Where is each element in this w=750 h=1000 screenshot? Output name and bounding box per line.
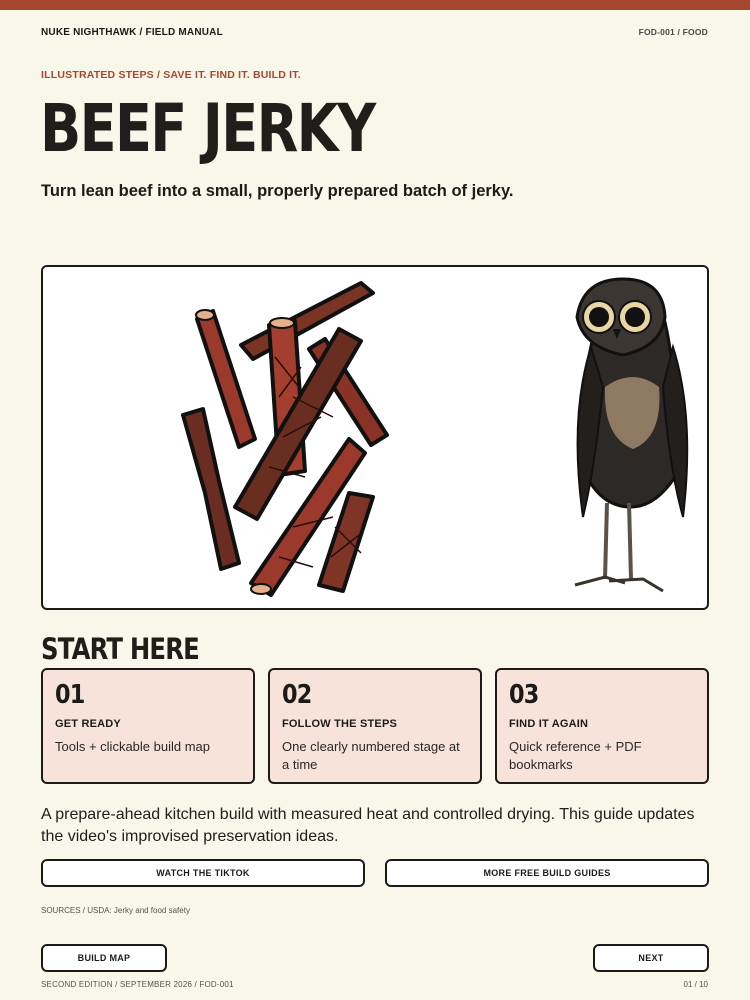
page-subtitle: Turn lean beef into a small, properly prepared batch of jerky. xyxy=(41,182,514,200)
hero-illustration xyxy=(41,265,709,610)
intro-paragraph: A prepare-ahead kitchen build with measured heat and controlled drying. This guide updates the video's improvised preservation ideas. xyxy=(41,806,695,845)
page-number: 01 / 10 xyxy=(683,980,708,989)
nighthawk-bird-illustration xyxy=(575,279,687,591)
page-title: BEEF JERKY xyxy=(40,90,375,167)
step-number: 03 xyxy=(509,680,539,710)
document-code: FOD-001 / FOOD xyxy=(638,27,708,37)
kicker: ILLUSTRATED STEPS / SAVE IT. FIND IT. BUILD IT. xyxy=(41,69,301,81)
step-card-get-ready xyxy=(41,668,255,784)
step-card-follow-steps xyxy=(268,668,482,784)
next-button[interactable]: NEXT xyxy=(593,944,709,972)
step-description: One clearly numbered stage at a time xyxy=(282,739,460,772)
edition-info: SECOND EDITION / SEPTEMBER 2026 / FOD-001 xyxy=(41,980,234,989)
start-here-title: START HERE xyxy=(41,632,199,666)
step-title: FOLLOW THE STEPS xyxy=(282,718,398,730)
more-build-guides-button[interactable]: MORE FREE BUILD GUIDES xyxy=(385,859,709,887)
step-title: GET READY xyxy=(55,718,121,730)
top-accent-bar xyxy=(0,0,750,10)
build-map-button[interactable]: BUILD MAP xyxy=(41,944,167,972)
step-card-find-again xyxy=(495,668,709,784)
watch-tiktok-button[interactable]: WATCH THE TIKTOK xyxy=(41,859,365,887)
step-number: 01 xyxy=(55,680,85,710)
step-number: 02 xyxy=(282,680,312,710)
sources-link[interactable]: SOURCES / USDA: Jerky and food safety xyxy=(41,906,190,915)
step-title: FIND IT AGAIN xyxy=(509,718,589,730)
step-description: Quick reference + PDF bookmarks xyxy=(509,739,642,772)
manual-name: NUKE NIGHTHAWK / FIELD MANUAL xyxy=(41,27,223,38)
step-description: Tools + clickable build map xyxy=(55,739,210,754)
beef-jerky-sticks-illustration xyxy=(183,283,387,595)
